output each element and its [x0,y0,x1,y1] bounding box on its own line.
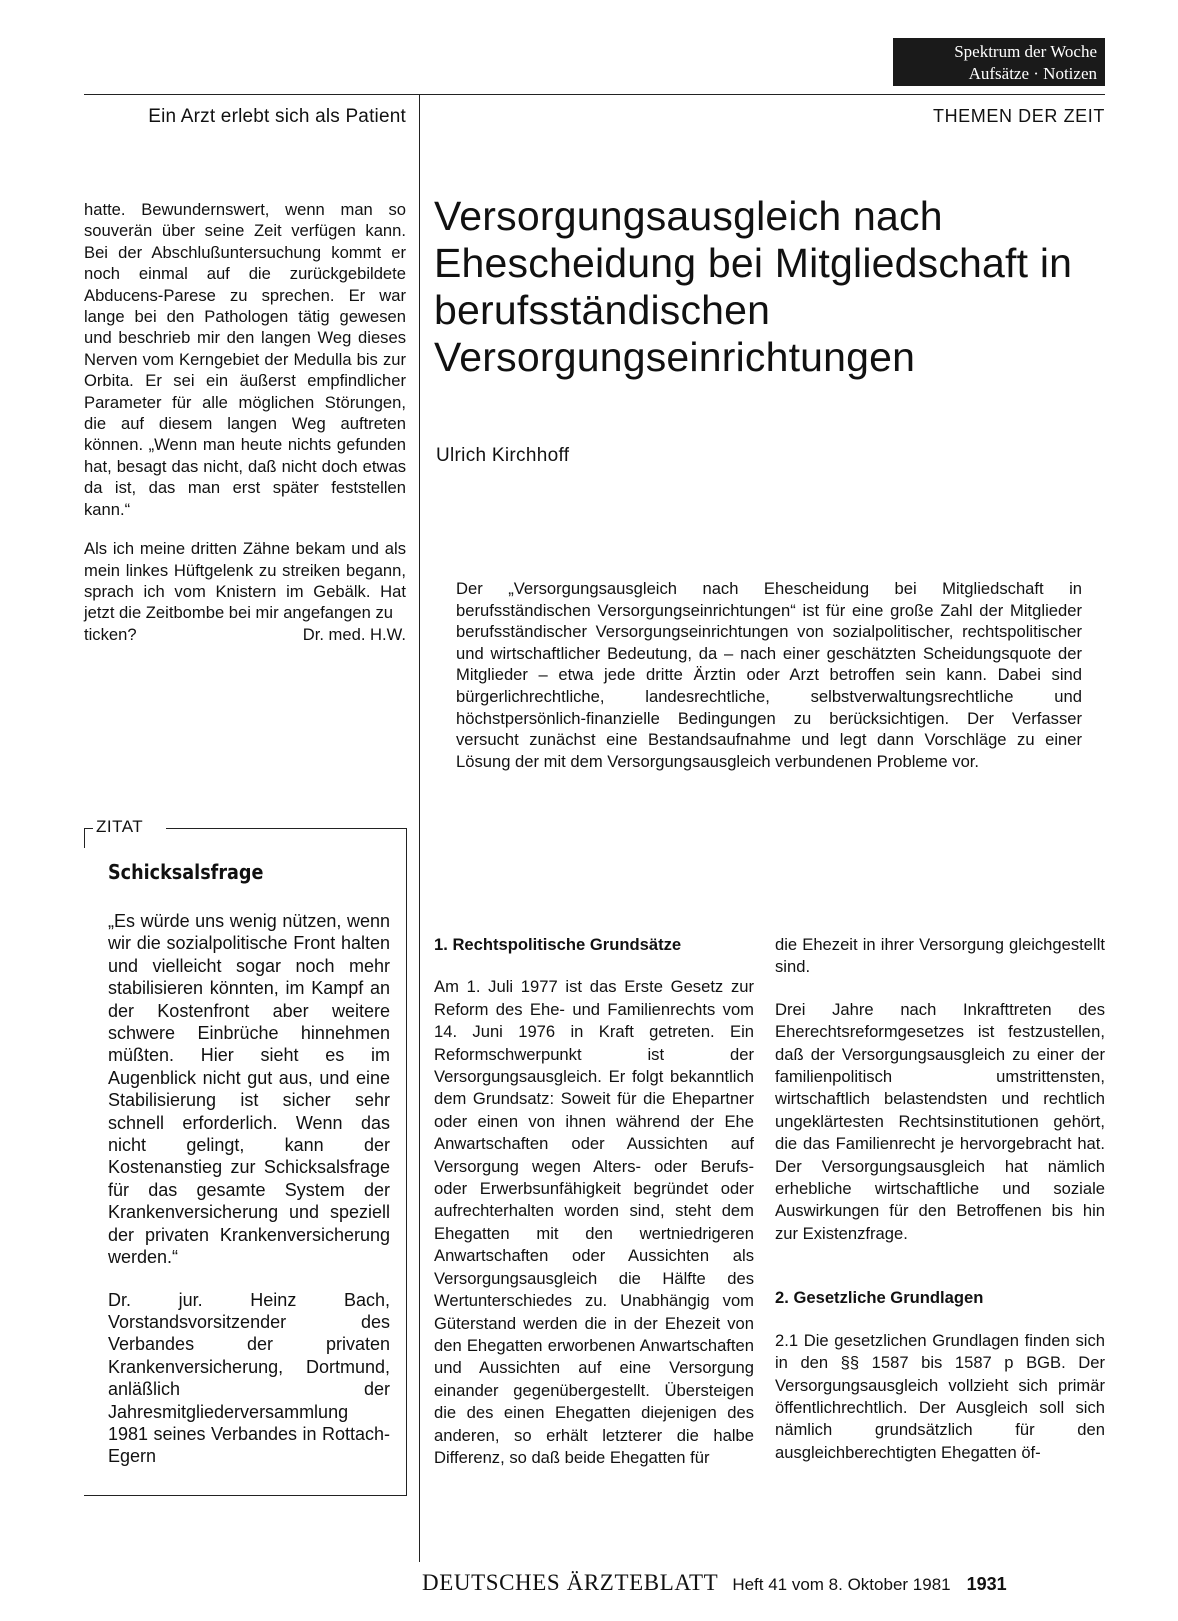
zitat-corner-vertical [84,828,85,848]
section-heading-2: 2. Gesetzliche Grundlagen [775,1288,984,1308]
running-head-left: Ein Arzt erlebt sich als Patient [148,106,406,127]
badge-line-1: Spektrum der Woche [954,42,1097,61]
right-paragraph-1: die Ehezeit in ihrer Versorgung gleichgestellt sind. [775,935,1105,977]
signature: Dr. med. H.W. [302,624,406,644]
footer-issue: Heft 41 vom 8. Oktober 1981 [732,1575,951,1594]
zitat-corner-horizontal [84,828,93,829]
left-paragraph-2: Als ich meine dritten Zähne bekam und als mein linkes Hüftgelenk zu streiken begann, sprach ich vom Knistern im Gebälk. Hat jetzt die Zeitbombe bei mir angefangen zu [84,539,406,623]
signature-line [84,624,406,645]
middle-paragraph: Am 1. Juli 1977 ist das Erste Gesetz zur Reform des Ehe- und Familienrechts vom 14. Juni 1976 in Kraft getreten. Ein Reformschwerpunkt ist der Versorgungsausgleich. Er folgt bekanntlich dem Grundsatz: Soweit für die Ehepartner oder einen von ihnen während der Ehe Anwartschaften oder Aussichten auf Versorgung wegen Alters- oder Berufs- oder Erwerbsunfähigkeit begründet oder aufrechterhalten worden sind, steht dem Ehegatten mit den wertniedrigeren Anwartschaften oder Aussichten als Versorgungsausgleich die Hälfte des Wertunterschiedes zu. Unabhängig vom Güterstand werden die in der Ehezeit von den Ehegatten erworbenen Anwartschaften und Aussichten auf eine Versorgung einander gegenübergestellt. Übersteigen die des einen Ehegatten diejenigen des anderen, so erhält letzterer die halbe Differenz, so daß beide Ehegatten für [434,977,754,1467]
article-title: Versorgungsausgleich nach Ehescheidung bei Mitgliedschaft in berufsständischen Versorgungseinrichtungen [434,193,1073,380]
running-head-right: THEMEN DER ZEIT [932,106,1105,126]
zitat-title: Schicksalsfrage [108,860,264,884]
middle-column [434,934,754,1489]
article-author: Ulrich Kirchhoff [436,445,570,466]
header-rule [84,94,1105,95]
section-badge [893,38,1105,86]
page-number: 1931 [966,1574,1007,1594]
left-last-line: ticken? [84,624,137,644]
right-column [775,934,1105,1484]
right-paragraph-3: 2.1 Die gesetzlichen Grundlagen finden sich in den §§ 1587 bis 1587 p BGB. Der Versorgungsausgleich vollzieht sich primär öffentlichrechtlich. Der Ausgleich soll sich nämlich grundsätzlich für den ausgleichberechtigten Ehegatten öf- [775,1330,1105,1462]
right-paragraph-2: Drei Jahre nach Inkrafttreten des Eherechtsreformgesetzes ist festzustellen, daß der Versorgungsausgleich zu einer der familienpolitisch umstrittensten, wirtschaftlich belastendsten und rechtlich ungeklärtesten Rechtsinstitutionen gehört, die das Familienrecht je hervorgebracht hat. Der Versorgungsausgleich hat nämlich erhebliche wirtschaftliche und soziale Auswirkungen für den Betroffenen bis hin zur Existenzfrage. [775,999,1105,1243]
zitat-attribution: Dr. jur. Heinz Bach, Vorstandsvorsitzender des Verbandes der privaten Krankenversicherung, Dortmund, anläßlich der Jahresmitgliederversammlung 1981 seines Verbandes in Rottach-Egern [108,1289,390,1467]
section-heading-1: 1. Rechtspolitische Grundsätze [434,935,682,954]
footer-journal: DEUTSCHES ÄRZTEBLATT [422,1570,719,1595]
zitat-quote-block [108,910,390,1488]
column-rule [419,94,420,1562]
left-column [84,199,406,645]
zitat-top-rule [166,828,406,829]
left-paragraph-1: hatte. Bewundernswert, wenn man so souverän über seine Zeit verfügen kann. Bei der Abschlußuntersuchung kommt er noch einmal auf die zurückgebildete Abducens-Parese zu sprechen. Er war lange bei den Pathologen tätig gewesen und beschrieb mir den langen Weg dieses Nerven vom Kerngebiet der Medulla bis zur Orbita. Er sei ein äußerst empfindlicher Parameter für alle möglichen Störungen, die auf diesem langen Weg auftreten können. „Wenn man heute nichts gefunden hat, besagt das nicht, daß nicht doch etwas da ist, das man erst später feststellen kann.“ [84,200,406,519]
page-footer [422,1570,1105,1596]
zitat-label: ZITAT [96,817,144,836]
article-abstract: Der „Versorgungsausgleich nach Ehescheidung bei Mitgliedschaft in berufsständischen Versorgungseinrichtungen“ ist für eine große Zahl der Mitglieder berufsständischer Versorgungseinrichtungen von sozialpolitischer, rechtspolitischer und wirtschaftlicher Bedeutung, da – nach einer geschätzten Scheidungsquote der Mitglieder – etwa jede dritte Ärztin oder Arzt betroffen sein kann. Dabei sind bürgerlichrechtliche, landesrechtliche, selbstverwaltungsrechtliche und höchstpersönlich-finanzielle Bedingungen zu berücksichtigen. Der Verfasser versucht zunächst eine Bestandsaufnahme und legt dann Vorschläge zu einer Lösung der mit dem Versorgungsausgleich verbundenen Probleme vor. [456,579,1082,771]
zitat-quote: „Es würde uns wenig nützen, wenn wir die sozialpolitische Front halten und vielleicht sogar noch mehr stabilisieren könnten, im Kampf an der Kostenfront aber weitere schwere Einbrüche hinnehmen müßten. Hier sieht es im Augenblick nicht gut aus, und eine Stabilisierung ist sicher sehr schnell erforderlich. Wenn das nicht gelingt, kann der Kostenanstieg zur Schicksalsfrage für das gesamte System der Krankenversicherung und speziell der privaten Krankenversicherung werden.“ [108,911,390,1268]
badge-line-2: Aufsätze · Notizen [968,64,1097,83]
